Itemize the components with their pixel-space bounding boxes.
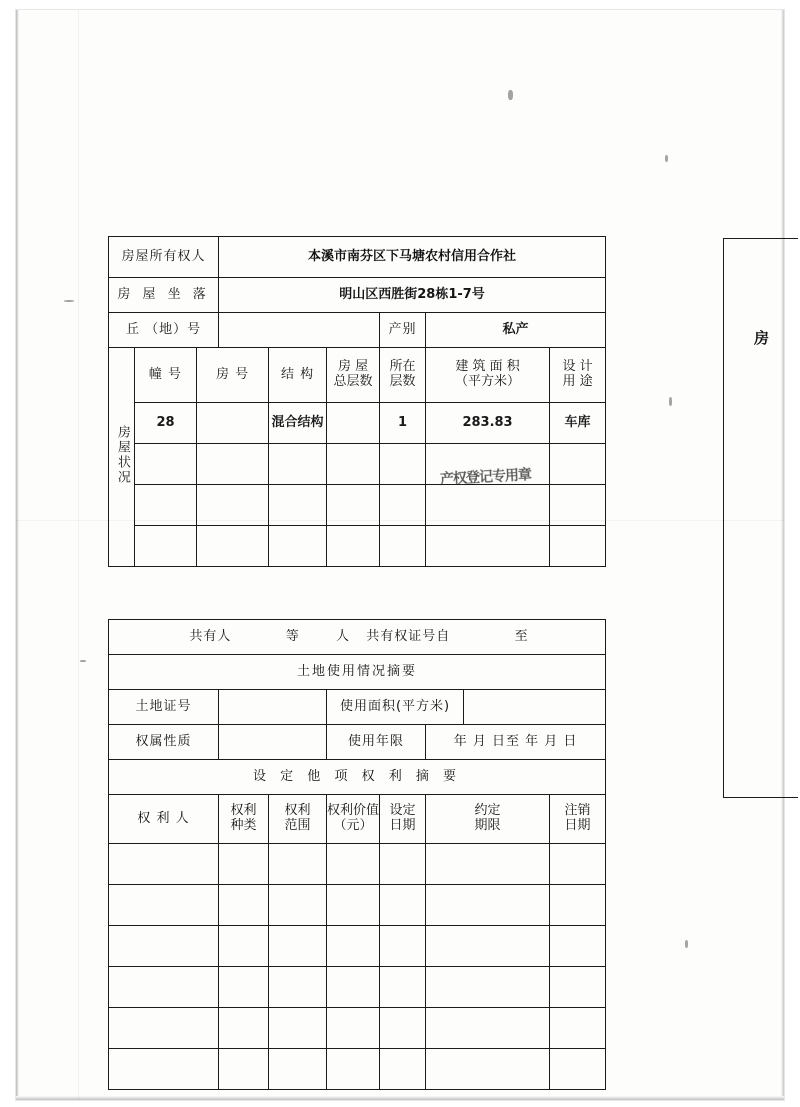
- co-owner-cert-from-label: 共有权证号自: [366, 628, 451, 644]
- other-rights-row: [109, 926, 606, 967]
- owner-value: 本溪市南芬区下马塘农村信用合作社: [219, 237, 606, 278]
- cell-agreed-term: [426, 967, 550, 1008]
- cell-right-kind: [219, 885, 269, 926]
- col-header-total-floors: 房 屋 总层数: [327, 348, 380, 403]
- cell-design-usage: 车库: [550, 403, 606, 444]
- land-cert-no-value: [219, 690, 327, 725]
- other-rights-header-row: [109, 795, 606, 844]
- fold-line-vertical: [78, 10, 79, 1100]
- cell-cancel-date: [550, 844, 606, 885]
- col-header-agreed-term: 约定 期限: [426, 795, 550, 844]
- cell-agreed-term: [426, 885, 550, 926]
- col-header-cancel-date: 注销 日期: [550, 795, 606, 844]
- blank-band-row: [109, 567, 606, 620]
- location-value: 明山区西胜街28栋1-7号: [219, 278, 606, 313]
- other-rights-title: 设 定 他 项 权 利 摘 要: [109, 760, 606, 795]
- cell-right-holder: [109, 967, 219, 1008]
- cell-set-date: [380, 1049, 426, 1090]
- paper-edge-left: [16, 10, 19, 1100]
- cell-right-holder: [109, 926, 219, 967]
- scan-speck: [64, 300, 74, 302]
- col-header-building-area: 建 筑 面 积 （平方米）: [426, 348, 550, 403]
- cell-cancel-date: [550, 926, 606, 967]
- scan-speck: [665, 155, 668, 162]
- co-owner-row: [109, 620, 606, 655]
- parcel-value: [219, 313, 380, 348]
- cell-set-date: [380, 967, 426, 1008]
- cell-right-kind: [219, 1049, 269, 1090]
- col-header-right-holder: 权 利 人: [109, 795, 219, 844]
- cell-right-value: [327, 967, 380, 1008]
- owner-label: 房屋所有权人: [109, 237, 219, 278]
- scan-speck: [685, 940, 688, 948]
- cell-design-usage: [550, 526, 606, 567]
- cell-total-floors: [327, 485, 380, 526]
- cell-structure: [269, 485, 327, 526]
- cell-right-value: [327, 1049, 380, 1090]
- cell-structure: [269, 444, 327, 485]
- cell-right-holder: [109, 844, 219, 885]
- blank-band-cell: [109, 567, 606, 620]
- col-header-structure: 结 构: [269, 348, 327, 403]
- cell-cancel-date: [550, 885, 606, 926]
- cell-set-date: [380, 1008, 426, 1049]
- property-type-label: 产别: [380, 313, 426, 348]
- col-header-floor-located: 所在 层数: [380, 348, 426, 403]
- other-rights-row: [109, 1049, 606, 1090]
- cell-right-value: [327, 1008, 380, 1049]
- scan-speck: [80, 660, 86, 662]
- col-header-right-kind: 权利 种类: [219, 795, 269, 844]
- cell-right-kind: [219, 926, 269, 967]
- col-header-design-usage: 设 计 用 途: [550, 348, 606, 403]
- registration-seal-stamp: 产权登记专用章: [439, 467, 532, 488]
- cell-room-no: [197, 403, 269, 444]
- cell-right-scope: [269, 885, 327, 926]
- cell-room-no: [197, 485, 269, 526]
- cell-right-scope: [269, 1008, 327, 1049]
- house-data-row: [109, 485, 606, 526]
- cell-set-date: [380, 844, 426, 885]
- land-right-nature-label: 权属性质: [109, 725, 219, 760]
- cell-right-holder: [109, 885, 219, 926]
- other-rights-row: [109, 885, 606, 926]
- cell-cancel-date: [550, 967, 606, 1008]
- land-section-title: 土地使用情况摘要: [109, 655, 606, 690]
- land-term-label: 使用年限: [327, 725, 426, 760]
- cell-total-floors: [327, 403, 380, 444]
- property-type-value: 私产: [426, 313, 606, 348]
- house-status-header-row: [109, 348, 606, 403]
- cell-room-no: [197, 526, 269, 567]
- other-rights-row: [109, 967, 606, 1008]
- cell-right-scope: [269, 967, 327, 1008]
- col-header-right-value: 权利价值 （元）: [327, 795, 380, 844]
- cell-right-value: [327, 844, 380, 885]
- cell-agreed-term: [426, 844, 550, 885]
- cell-floor-located: 1: [380, 403, 426, 444]
- cell-set-date: [380, 926, 426, 967]
- cell-building-no: [135, 444, 197, 485]
- co-owner-label: 共有人: [189, 628, 232, 644]
- cell-set-date: [380, 885, 426, 926]
- cell-right-value: [327, 885, 380, 926]
- cell-right-holder: [109, 1049, 219, 1090]
- cell-total-floors: [327, 444, 380, 485]
- cell-right-holder: [109, 1008, 219, 1049]
- land-right-nature-value: [219, 725, 327, 760]
- land-term-value: 年 月 日至 年 月 日: [426, 725, 606, 760]
- cell-agreed-term: [426, 1008, 550, 1049]
- land-cert-no-label: 土地证号: [109, 690, 219, 725]
- paper-edge-bottom: [16, 1096, 784, 1100]
- cell-floor-located: [380, 444, 426, 485]
- co-owner-people-unit: 人: [336, 628, 351, 644]
- scan-speck: [508, 90, 513, 100]
- col-header-right-scope: 权利 范围: [269, 795, 327, 844]
- property-certificate-table: [108, 236, 606, 1090]
- cell-total-floors: [327, 526, 380, 567]
- cell-structure: [269, 526, 327, 567]
- land-area-value: [464, 690, 606, 725]
- cell-right-kind: [219, 844, 269, 885]
- cell-agreed-term: [426, 1049, 550, 1090]
- cell-right-scope: [269, 1049, 327, 1090]
- cell-building-area: [426, 526, 550, 567]
- col-header-room-no: 房 号: [197, 348, 269, 403]
- cell-building-no: [135, 485, 197, 526]
- house-data-row: [109, 526, 606, 567]
- land-section-title-row: [109, 655, 606, 690]
- cell-cancel-date: [550, 1049, 606, 1090]
- land-area-label: 使用面积(平方米): [327, 690, 464, 725]
- cell-building-area: 283.83: [426, 403, 550, 444]
- house-data-row: [109, 403, 606, 444]
- cell-right-value: [327, 926, 380, 967]
- cell-right-kind: [219, 1008, 269, 1049]
- cell-room-no: [197, 444, 269, 485]
- house-status-vertical-label: 房屋状况: [109, 348, 135, 567]
- parcel-row: [109, 313, 606, 348]
- adjacent-form-label: 房: [754, 329, 770, 347]
- cell-structure: 混合结构: [269, 403, 327, 444]
- location-row: [109, 278, 606, 313]
- cell-building-no: [135, 526, 197, 567]
- adjacent-form-fragment: [723, 238, 798, 798]
- co-owner-cell: [109, 620, 606, 655]
- other-rights-row: [109, 844, 606, 885]
- co-owner-cert-to-label: 至: [514, 628, 529, 644]
- cell-floor-located: [380, 526, 426, 567]
- parcel-label: 丘 （地）号: [109, 313, 219, 348]
- location-label: 房 屋 坐 落: [109, 278, 219, 313]
- cell-right-kind: [219, 967, 269, 1008]
- cell-agreed-term: [426, 926, 550, 967]
- cell-design-usage: [550, 485, 606, 526]
- other-rights-title-row: [109, 760, 606, 795]
- col-header-set-date: 设定 日期: [380, 795, 426, 844]
- col-header-building-no: 幢 号: [135, 348, 197, 403]
- cell-right-scope: [269, 926, 327, 967]
- scan-speck: [669, 397, 672, 406]
- cell-cancel-date: [550, 1008, 606, 1049]
- cell-design-usage: [550, 444, 606, 485]
- land-right-nature-row: [109, 725, 606, 760]
- co-owner-count-unit: 等: [285, 628, 300, 644]
- cell-right-scope: [269, 844, 327, 885]
- other-rights-row: [109, 1008, 606, 1049]
- cell-building-no: 28: [135, 403, 197, 444]
- land-cert-row: [109, 690, 606, 725]
- owner-row: [109, 237, 606, 278]
- cell-floor-located: [380, 485, 426, 526]
